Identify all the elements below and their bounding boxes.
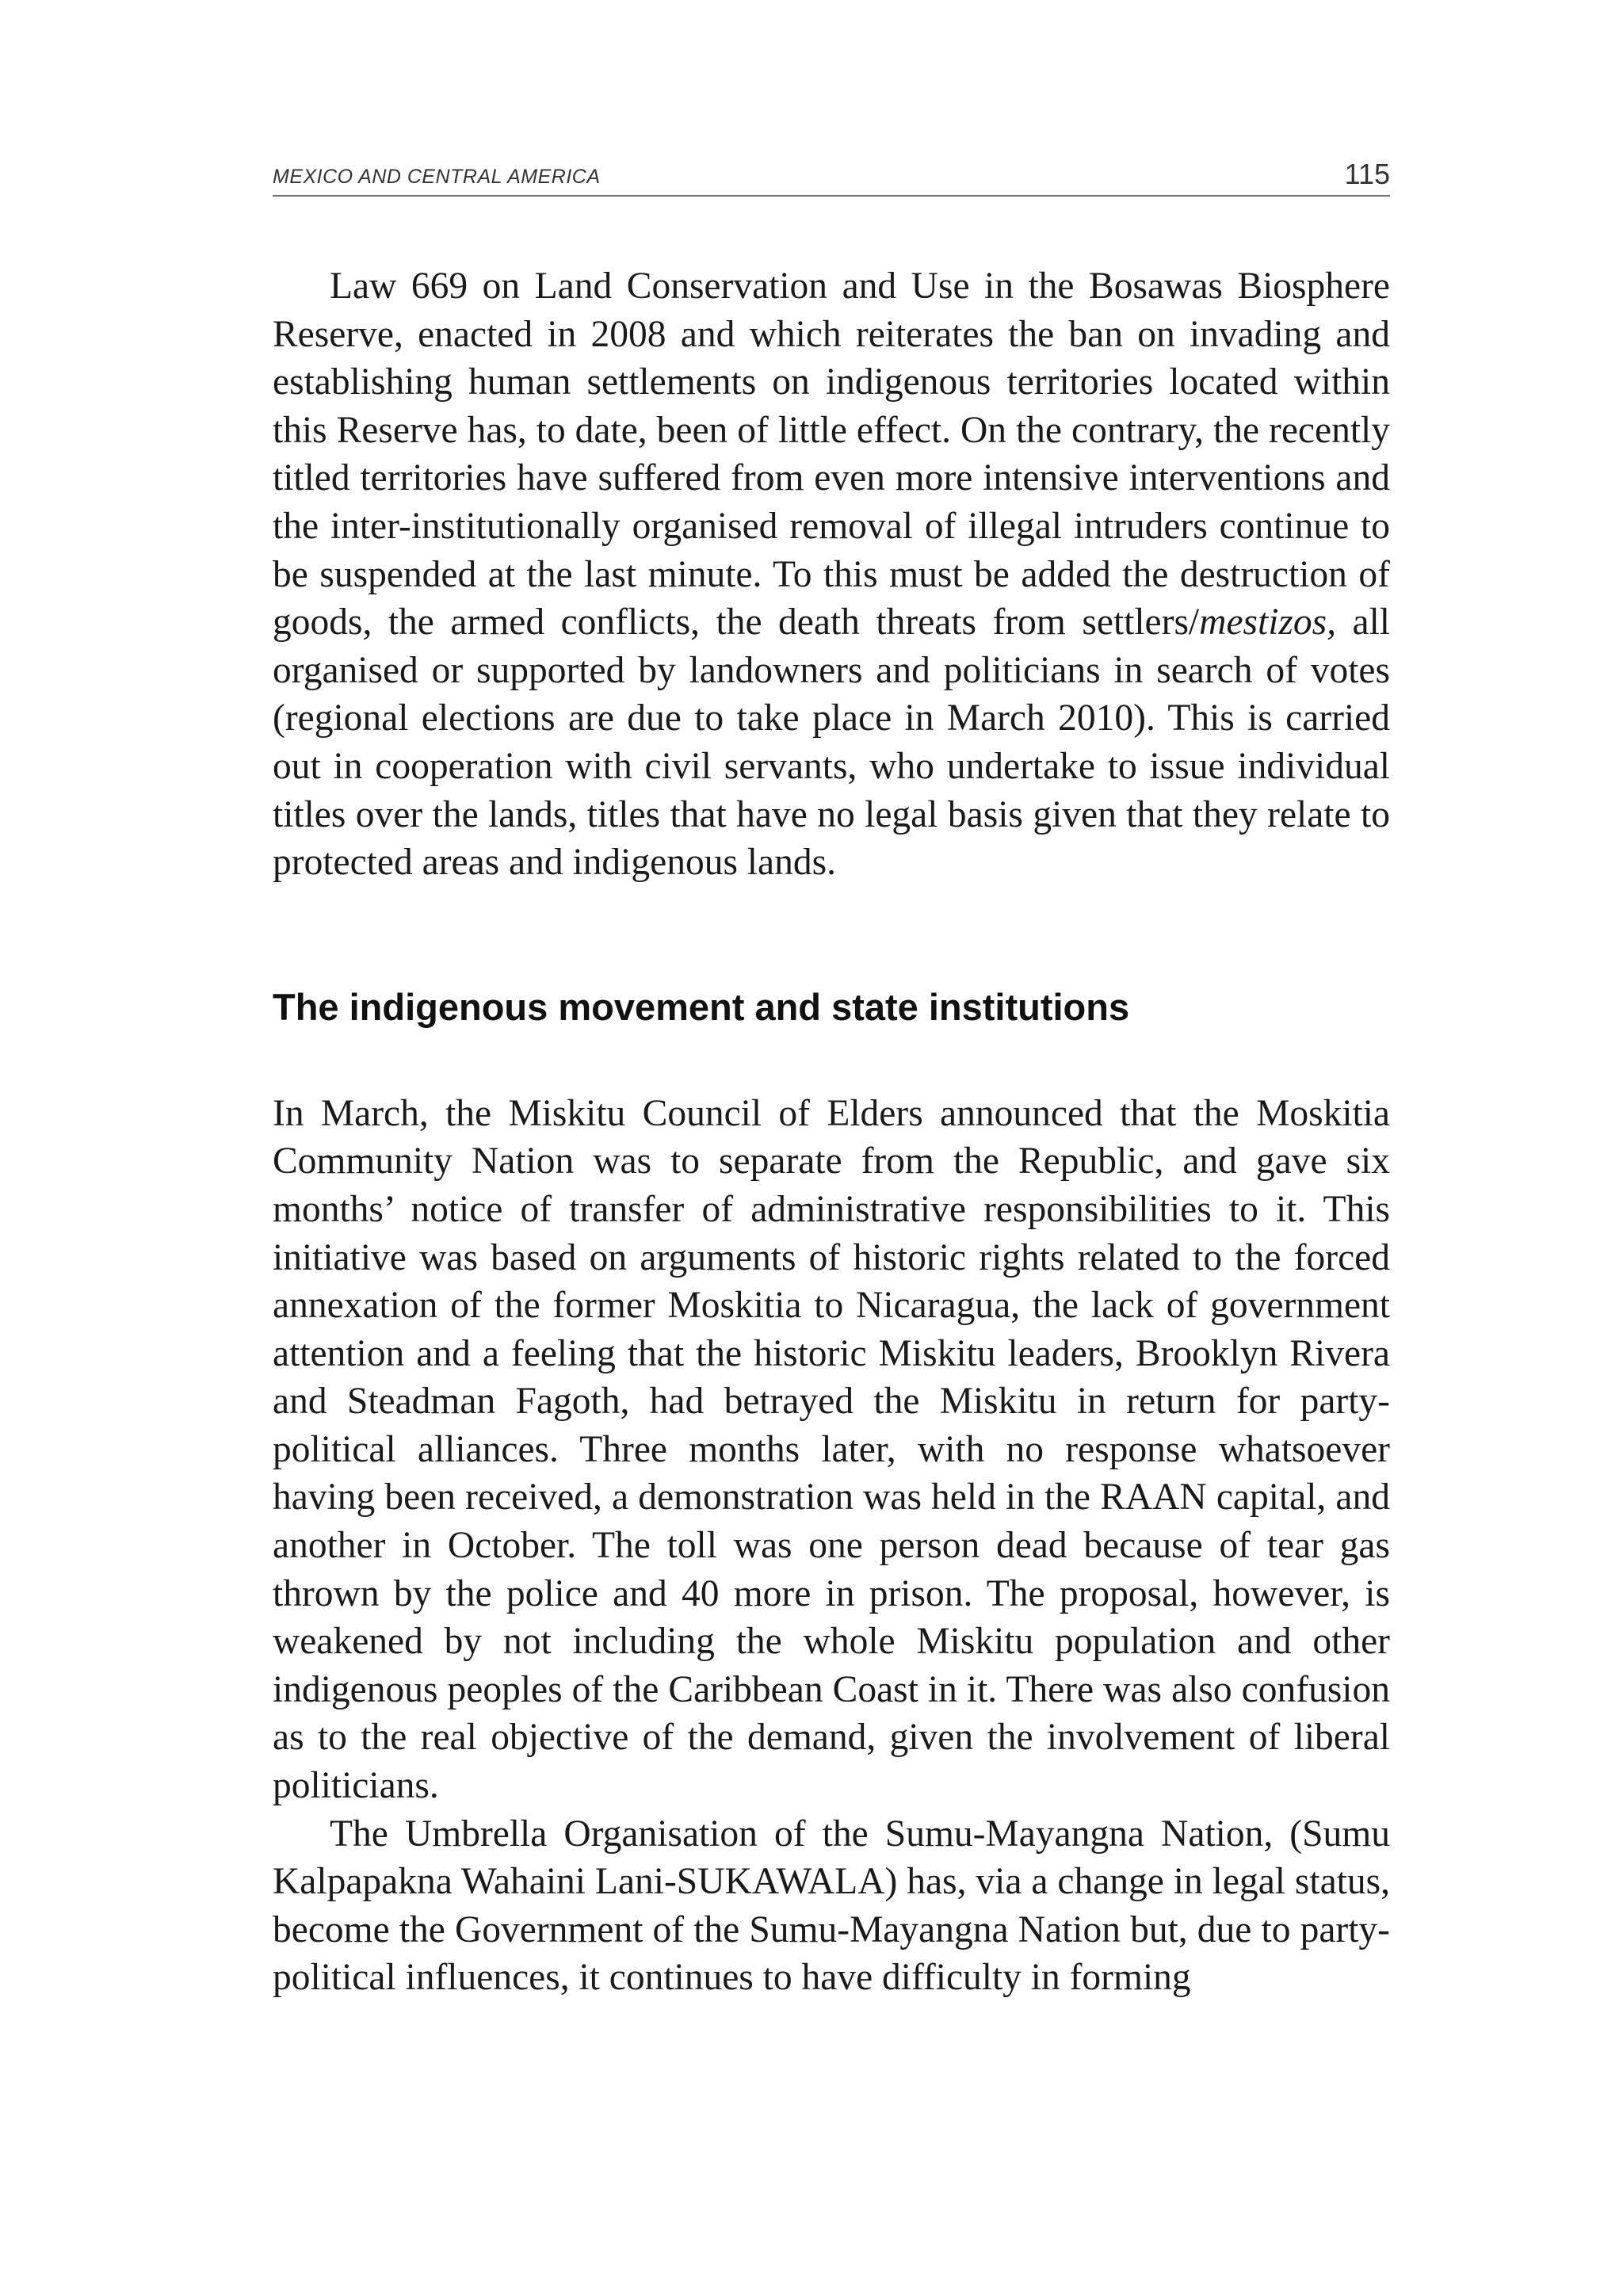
- paragraph-sumu-mayangna: The Umbrella Organisation of the Sumu-Mayangna Nation, (Sumu Kalpapakna Wahaini Lani-SUKAWALA) has, via a change in legal status, become the Government of the Sumu-Mayangna Nation but, due to party-political influences, it continues to have difficulty in forming: [273, 1813, 1390, 1999]
- paragraph-law-669: [273, 262, 1390, 887]
- paragraph-text: all organised or supported by landowners and politicians in search of votes (regional elections are due to take place in March 2010). This is carried out in cooperation with civil servants, who undertake to issue individual titles over the lands, titles that have no legal basis given that they relate to protected areas and indigenous lands.: [273, 602, 1390, 884]
- section-heading: The indigenous movement and state institutions: [273, 985, 1130, 1028]
- paragraph-miskitu-council: In March, the Miskitu Council of Elders announced that the Moskitia Community Nation was to separate from the Republic, and gave six months’ notice of transfer of administrative responsibilities to it. This initiative was based on arguments of historic rights related to the forced annexation of the former Moskitia to Nicaragua, the lack of government attention and a feeling that the historic Miskitu leaders, Brooklyn Rivera and Steadman Fagoth, had betrayed the Miskitu in return for party-political alliances. Three months later, with no response whatsoever having been received, a demonstration was held in the RAAN capital, and another in October. The toll was one person dead because of tear gas thrown by the police and 40 more in prison. The proposal, however, is weakened by not including the whole Miskitu population and other indigenous peoples of the Caribbean Coast in it. There was also confusion as to the real objective of the demand, given the involvement of liberal politicians.: [273, 1092, 1390, 1807]
- page-number: 115: [1344, 158, 1390, 190]
- paragraph-text: Law 669 on Land Conservation and Use in the Bosawas Biosphere Reserve, enacted in 2008 and which reiterates the ban on invading and establishing human settlements on indigenous territories located within this Reserve has, to date, been of little effect. On the contrary, the recently titled territories have suffered from even more intensive interventions and the inter-institutionally organised removal of illegal intruders continue to be suspended at the last minute. To this must be added the destruction of goods, the armed conflicts, the death threats from settlers/: [273, 266, 1390, 644]
- book-page: [273, 151, 1390, 2002]
- running-title: MEXICO AND CENTRAL AMERICA: [273, 166, 601, 188]
- italic-term: mestizos,: [1199, 602, 1337, 644]
- running-head: [273, 151, 1390, 197]
